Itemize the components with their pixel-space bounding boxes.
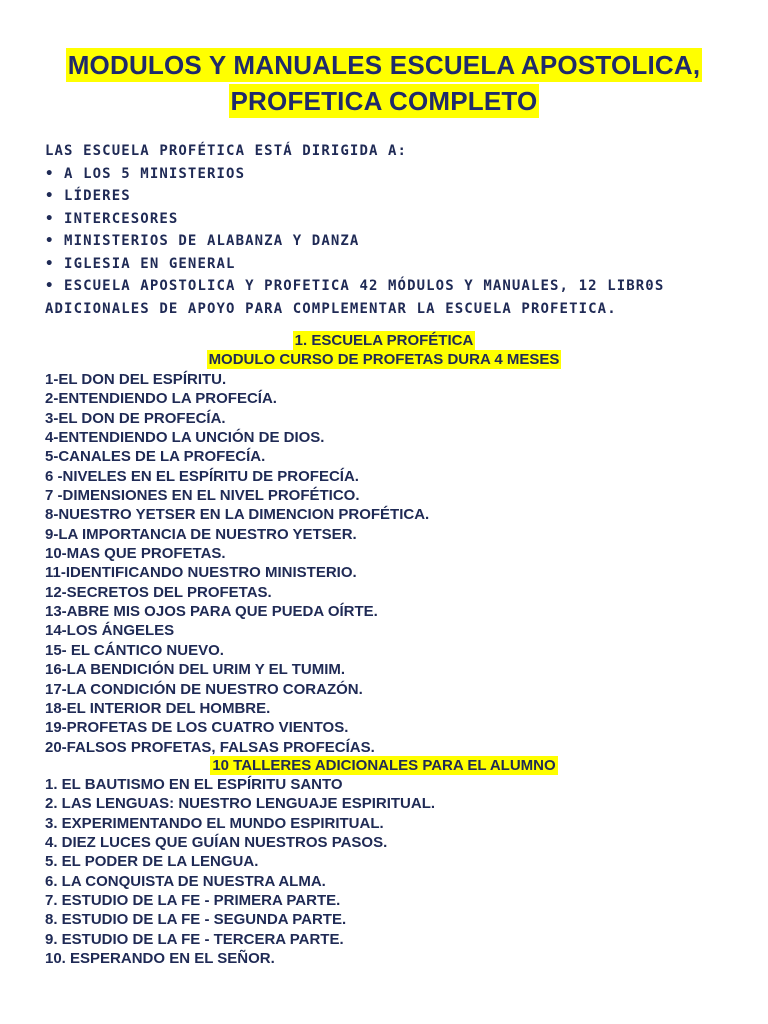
section2-heading-label: 10 TALLERES ADICIONALES PARA EL ALUMNO [212, 757, 556, 774]
list-item: 16-LA BENDICIÓN DEL URIM Y EL TUMIM. [45, 661, 346, 679]
list-item: 7. ESTUDIO DE LA FE - PRIMERA PARTE. [45, 892, 341, 910]
list-item: 9. ESTUDIO DE LA FE - TERCERA PARTE. [45, 930, 344, 948]
section1-heading [0, 331, 768, 350]
list-item: 20-FALSOS PROFETAS, FALSAS PROFECÍAS. [45, 738, 375, 756]
section1-subheading [0, 350, 768, 369]
list-item: 5. EL PODER DE LA LENGUA. [45, 853, 259, 871]
intro-line: • IGLESIA EN GENERAL [45, 255, 236, 272]
list-item: 18-EL INTERIOR DEL HOMBRE. [45, 699, 271, 717]
intro-line: • LÍDERES [45, 188, 131, 204]
title-line-1: MODULOS Y MANUALES ESCUELA APOSTOLICA, [67, 50, 701, 80]
list-item: 2-ENTENDIENDO LA PROFECÍA. [45, 390, 277, 408]
intro-line: ADICIONALES DE APOYO PARA COMPLEMENTAR LA ESCUELA PROFETICA. [45, 300, 617, 317]
intro-block [45, 140, 735, 320]
section1-heading-2: MODULO CURSO DE PROFETAS DURA 4 MESES [208, 351, 560, 368]
list-item: 10-MAS QUE PROFETAS. [45, 545, 226, 563]
list-item: 4. DIEZ LUCES QUE GUÍAN NUESTROS PASOS. [45, 834, 388, 852]
intro-line: • INTERCESORES [45, 210, 179, 227]
list-item: 11-IDENTIFICANDO NUESTRO MINISTERIO. [45, 564, 357, 582]
list-item: 10. ESPERANDO EN EL SEÑOR. [45, 950, 275, 968]
list-item: 3-EL DON DE PROFECÍA. [45, 409, 226, 427]
workshop-list [45, 775, 745, 968]
list-item: 9-LA IMPORTANCIA DE NUESTRO YETSER. [45, 525, 357, 543]
list-item: 7 -DIMENSIONES EN EL NIVEL PROFÉTICO. [45, 487, 360, 505]
list-item: 6. LA CONQUISTA DE NUESTRA ALMA. [45, 872, 326, 890]
list-item: 3. EXPERIMENTANDO EL MUNDO ESPIRITUAL. [45, 814, 384, 832]
list-item: 14-LOS ÁNGELES [45, 622, 175, 640]
intro-line: • ESCUELA APOSTOLICA Y PROFETICA 42 MÓDULOS Y MANUALES, 12 LIBR0S [45, 278, 665, 294]
document-title [0, 48, 768, 120]
list-item: 5-CANALES DE LA PROFECÍA. [45, 448, 266, 466]
list-item: 12-SECRETOS DEL PROFETAS. [45, 583, 272, 601]
list-item: 1-EL DON DEL ESPÍRITU. [45, 371, 227, 388]
module-list [45, 370, 745, 757]
section1-heading-1: 1. ESCUELA PROFÉTICA [294, 332, 474, 349]
intro-line: • A LOS 5 MINISTERIOS [45, 165, 246, 182]
list-item: 8. ESTUDIO DE LA FE - SEGUNDA PARTE. [45, 911, 347, 929]
list-item: 15- EL CÁNTICO NUEVO. [45, 641, 224, 659]
list-item: 4-ENTENDIENDO LA UNCIÓN DE DIOS. [45, 429, 325, 447]
list-item: 17-LA CONDICIÓN DE NUESTRO CORAZÓN. [45, 680, 363, 698]
intro-line: • MINISTERIOS DE ALABANZA Y DANZA [45, 233, 360, 249]
title-line-2: PROFETICA COMPLETO [230, 86, 538, 116]
section2-heading [0, 756, 768, 775]
list-item: 19-PROFETAS DE LOS CUATRO VIENTOS. [45, 719, 349, 737]
list-item: 2. LAS LENGUAS: NUESTRO LENGUAJE ESPIRITUAL. [45, 795, 436, 813]
list-item: 1. EL BAUTISMO EN EL ESPÍRITU SANTO [45, 776, 343, 793]
list-item: 6 -NIVELES EN EL ESPÍRITU DE PROFECÍA. [45, 467, 359, 485]
list-item: 13-ABRE MIS OJOS PARA QUE PUEDA OÍRTE. [45, 603, 378, 621]
intro-line: LAS ESCUELA PROFÉTICA ESTÁ DIRIGIDA A: [45, 143, 408, 159]
list-item: 8-NUESTRO YETSER EN LA DIMENCION PROFÉTICA. [45, 506, 430, 524]
